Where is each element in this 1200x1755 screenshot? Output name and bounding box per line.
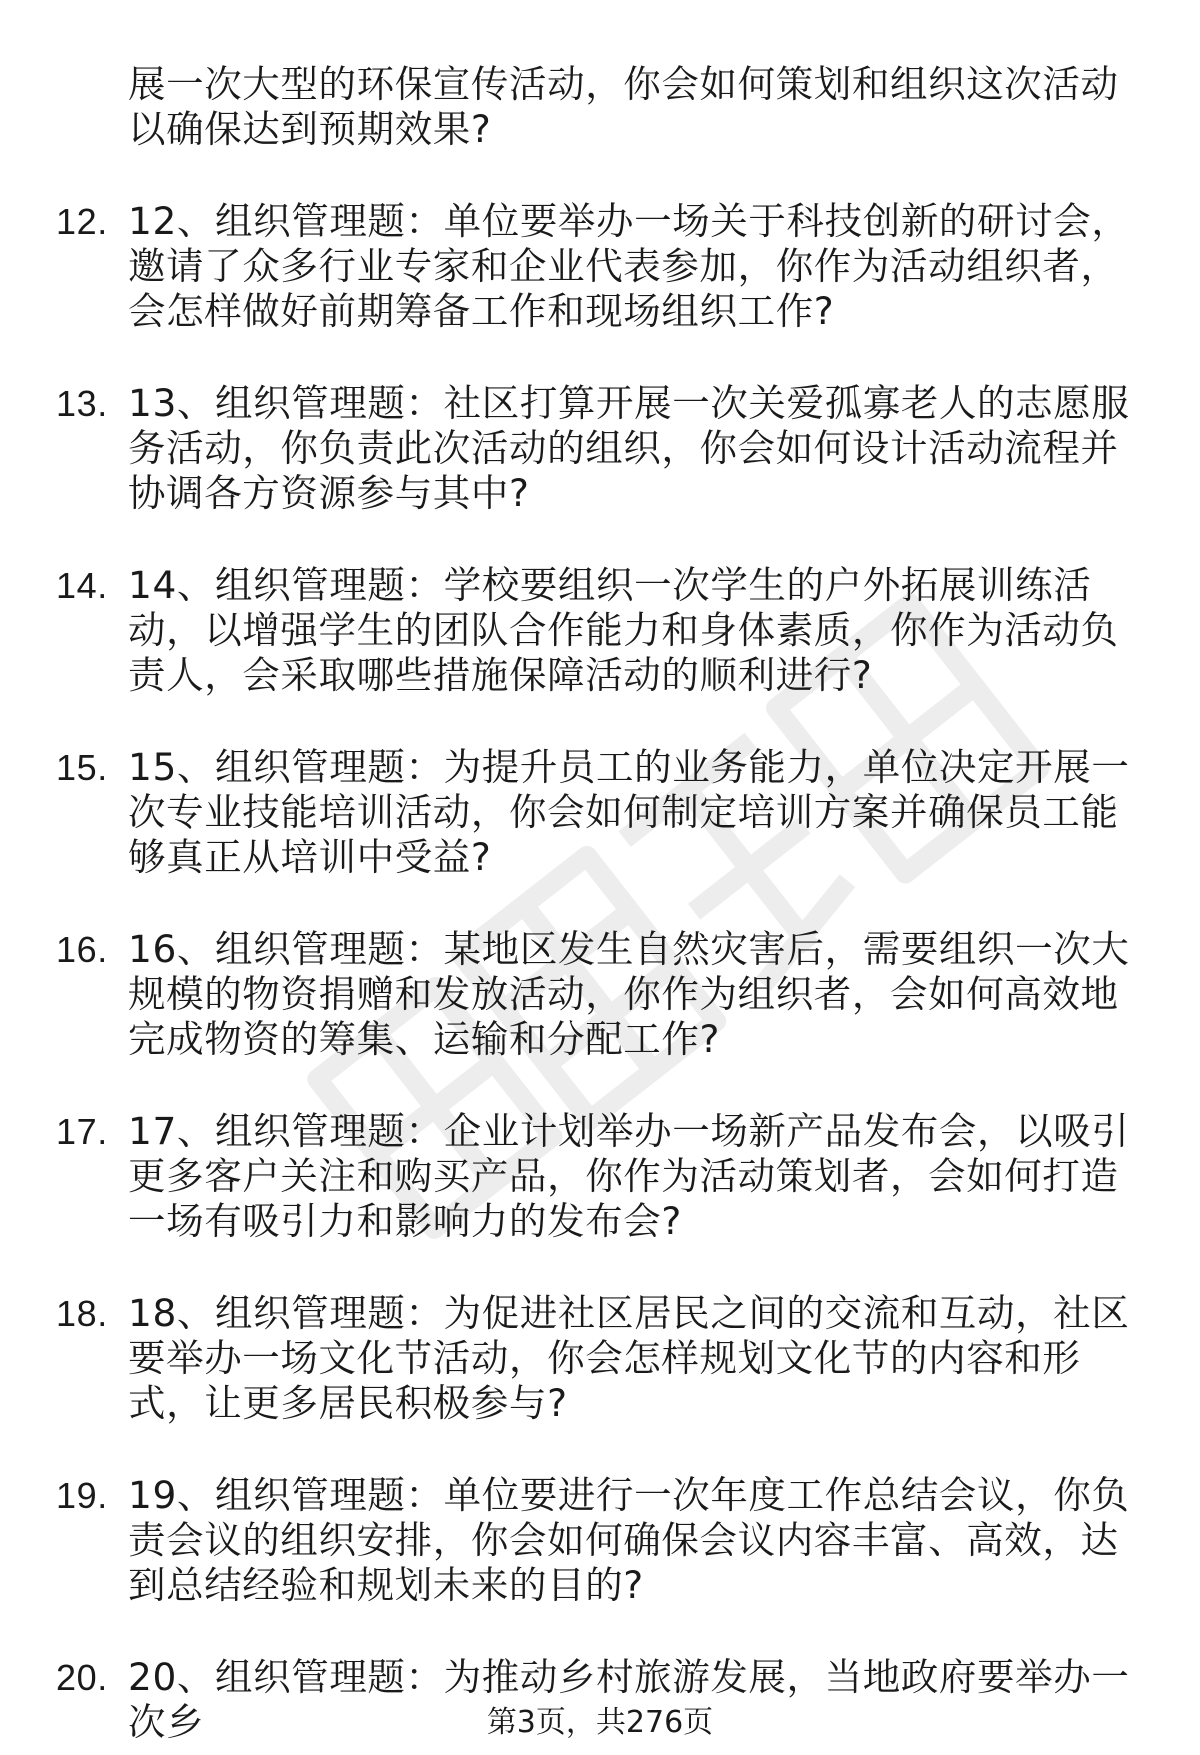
list-item-text: 18、组织管理题：为促进社区居民之间的交流和互动，社区要举办一场文化节活动，你会怎样规划文化节的内容和形式，让更多居民积极参与? [128, 1291, 1130, 1425]
list-item-text: 14、组织管理题：学校要组织一次学生的户外拓展训练活动，以增强学生的团队合作能力和身体素质，你作为活动负责人，会采取哪些措施保障活动的顺利进行? [128, 563, 1119, 697]
list-item-number: 17. [56, 1111, 108, 1152]
list-item [0, 1109, 1148, 1244]
list-item-number: 16. [56, 929, 108, 970]
list-item [0, 927, 1148, 1062]
list-item-number: 18. [56, 1293, 108, 1334]
list-item [0, 745, 1148, 880]
list-item [0, 563, 1148, 698]
list-item-number: 12. [56, 201, 108, 242]
list-item-number: 13. [56, 383, 108, 424]
list-item-text: 15、组织管理题：为提升员工的业务能力，单位决定开展一次专业技能培训活动，你会如何制定培训方案并确保员工能够真正从培训中受益? [128, 745, 1130, 879]
document-content [0, 62, 1200, 1745]
intro-paragraph: 展一次大型的环保宣传活动，你会如何策划和组织这次活动以确保达到预期效果? [128, 62, 1119, 151]
list-item [0, 1291, 1148, 1426]
list-item-text: 12、组织管理题：单位要举办一场关于科技创新的研讨会，邀请了众多行业专家和企业代表参加，你作为活动组织者，会怎样做好前期筹备工作和现场组织工作? [128, 199, 1130, 333]
question-list [0, 199, 1200, 1745]
list-item-number: 19. [56, 1475, 108, 1516]
list-item-number: 15. [56, 747, 108, 788]
list-item [0, 1473, 1148, 1608]
list-item-text: 20、组织管理题：为推动乡村旅游发展，当地政府要举办一次乡 [128, 1655, 1130, 1744]
list-item-text: 13、组织管理题：社区打算开展一次关爱孤寡老人的志愿服务活动，你负责此次活动的组织，你会如何设计活动流程并协调各方资源参与其中? [128, 381, 1130, 515]
list-item [0, 199, 1148, 334]
list-item-text: 19、组织管理题：单位要进行一次年度工作总结会议，你负责会议的组织安排，你会如何确保会议内容丰富、高效，达到总结经验和规划未来的目的? [128, 1473, 1130, 1607]
list-item-text: 16、组织管理题：某地区发生自然灾害后，需要组织一次大规模的物资捐赠和发放活动，你作为组织者，会如何高效地完成物资的筹集、运输和分配工作? [128, 927, 1130, 1061]
page-footer: 第3页，共276页 [486, 1705, 714, 1740]
list-item [0, 381, 1148, 516]
list-item-text: 17、组织管理题：企业计划举办一场新产品发布会，以吸引更多客户关注和购买产品，你作为活动策划者，会如何打造一场有吸引力和影响力的发布会? [128, 1109, 1130, 1243]
list-item-number: 20. [56, 1657, 108, 1698]
list-item-number: 14. [56, 565, 108, 606]
